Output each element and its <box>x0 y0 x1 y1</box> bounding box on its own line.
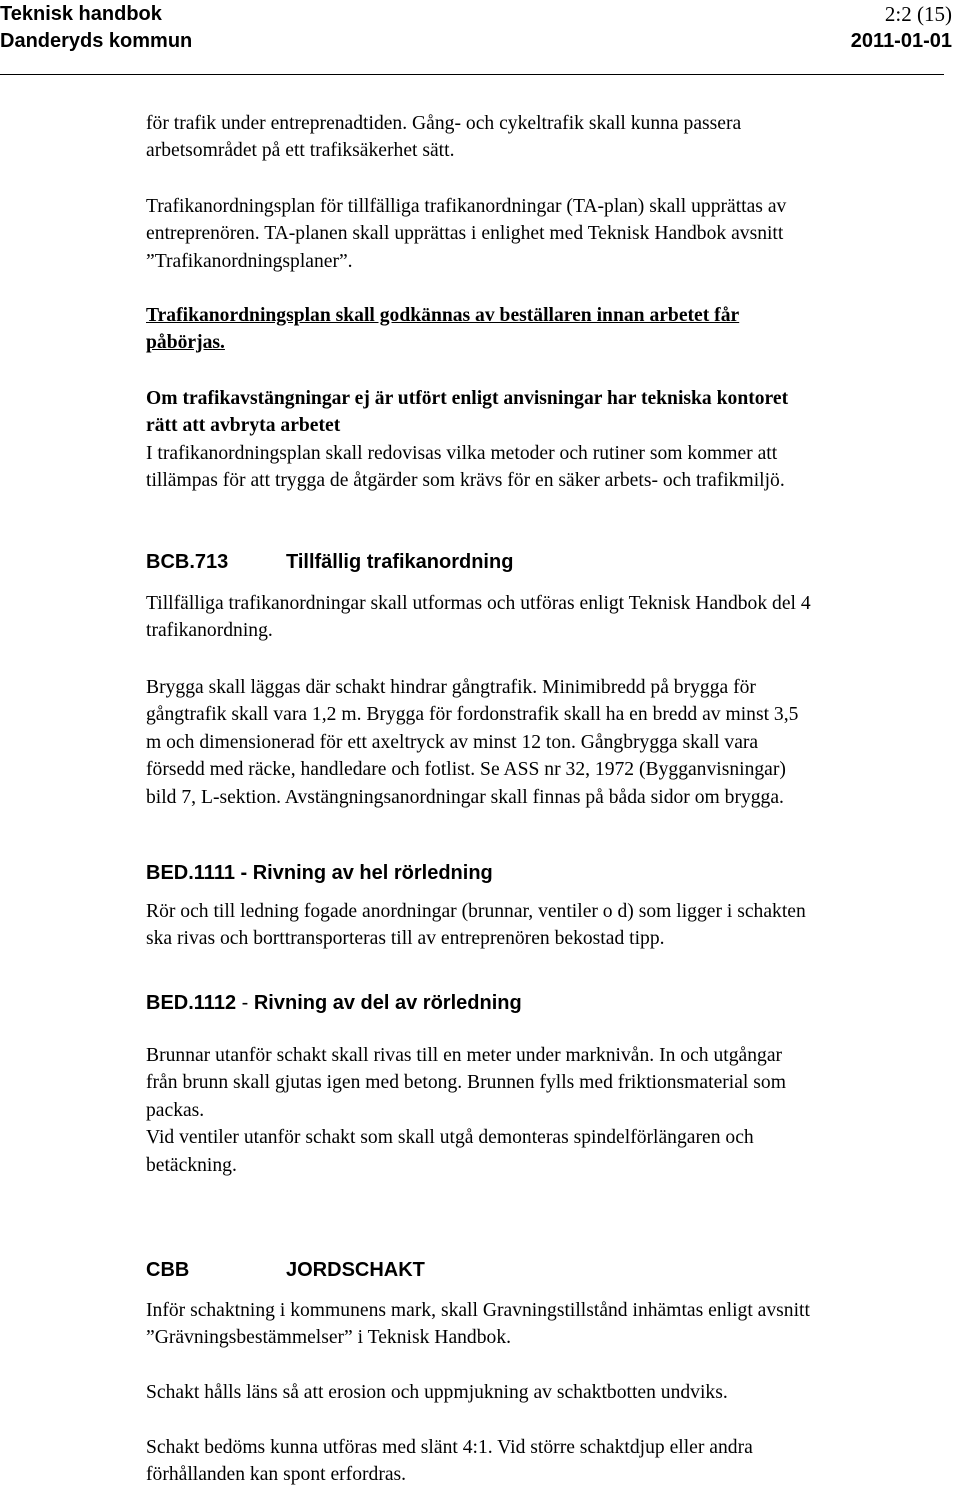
text-line: påbörjas. <box>146 332 225 354</box>
document-title: Teknisk handbok <box>0 3 162 25</box>
section-title: Rivning av del av rörledning <box>253 992 522 1014</box>
text-line-bold: Om trafikavstängningar ej är utfört enligt anvisningar har tekniska kontoret <box>146 388 789 409</box>
text-line: Vid ventiler utanför schakt som skall utgå demonteras spindelförlängaren och <box>146 1127 754 1149</box>
paragraph-partial-pipe-removal <box>146 1042 786 1179</box>
paragraph-traffic-during-contract <box>146 110 741 165</box>
paragraph-approval-notice <box>146 302 739 357</box>
paragraph-bridge-requirements <box>146 674 798 811</box>
text-line: ”Grävningsbestämmelser” i Teknisk Handbok. <box>146 1327 512 1349</box>
paragraph-excavation-permit <box>146 1297 810 1352</box>
section-heading-cbb <box>146 1258 425 1282</box>
page-header-row-1 <box>0 2 952 28</box>
paragraph-temporary-arrangements <box>146 590 811 645</box>
section-code: BCB.713 <box>146 551 229 573</box>
text-line: packas. <box>146 1099 205 1121</box>
text-line: Inför schaktning i kommunens mark, skall Gravningstillstånd inhämtas enligt avsnitt <box>146 1300 810 1321</box>
text-line: försedd med räcke, handledare och fotlist. Se ASS nr 32, 1972 (Bygganvisningar) <box>146 759 786 781</box>
text-line: förhållanden kan spont erfordras. <box>146 1464 407 1486</box>
section-title: BED.1111 - Rivning av hel rörledning <box>146 862 493 884</box>
page-header-row-2 <box>0 29 952 55</box>
text-line: Brygga skall läggas där schakt hindrar gångtrafik. Minimibredd på brygga för <box>146 677 756 698</box>
text-line: gångtrafik skall vara 1,2 m. Brygga för fordonstrafik skall ha en bredd av minst 3,5 <box>146 704 799 726</box>
text-line: Tillfälliga trafikanordningar skall utformas och utföras enligt Teknisk Handbok del 4 <box>146 593 811 614</box>
text-line: entreprenören. TA-planen skall upprättas i enlighet med Teknisk Handbok avsnitt <box>146 223 784 245</box>
text-line: tillämpas för att trygga de åtgärder som krävs för en säker arbets- och trafikmiljö. <box>146 470 785 492</box>
text-line: Rör och till ledning fogade anordningar (brunnar, ventiler o d) som ligger i schakten <box>146 901 806 922</box>
text-line: arbetsområdet på ett trafiksäkerhet sätt. <box>146 140 455 162</box>
page-number: 2:2 (15) <box>884 2 952 26</box>
paragraph-traffic-closures <box>146 385 788 495</box>
text-line: Brunnar utanför schakt skall rivas till en meter under marknivån. In och utgångar <box>146 1045 783 1066</box>
text-line: för trafik under entreprenadtiden. Gång- och cykeltrafik skall kunna passera <box>146 113 742 134</box>
section-heading-bed1112: BED.1112 - Rivning av del av rörledning <box>146 992 522 1014</box>
section-code: CBB <box>146 1259 190 1281</box>
text-line: I trafikanordningsplan skall redovisas vilka metoder och rutiner som kommer att <box>146 442 778 464</box>
organization-name: Danderyds kommun <box>0 30 193 52</box>
text-line: m och dimensionerad för ett axeltryck av minst 12 ton. Gångbrygga skall vara <box>146 731 759 753</box>
text-line: trafikanordning. <box>146 620 273 642</box>
header-rule <box>0 74 944 75</box>
section-code: BED.1112 <box>146 992 237 1014</box>
paragraph-full-pipe-removal <box>146 898 806 953</box>
section-heading-bcb713 <box>146 550 513 574</box>
paragraph-drainage <box>146 1379 728 1406</box>
text-line: bild 7, L-sektion. Avstängningsanordningar skall finnas på båda sidor om brygga. <box>146 786 784 808</box>
text-line: från brunn skall gjutas igen med betong. Brunnen fylls med friktionsmaterial som <box>146 1072 786 1094</box>
document-date: 2011-01-01 <box>850 30 952 52</box>
paragraph-ta-plan <box>146 193 786 275</box>
text-line: Trafikanordningsplan för tillfälliga trafikanordningar (TA-plan) skall upprättas av <box>146 196 787 217</box>
paragraph-slope <box>146 1434 753 1489</box>
text-line: Schakt hålls läns så att erosion och uppmjukning av schaktbotten undviks. <box>146 1382 728 1403</box>
section-heading-bed1111 <box>146 861 493 885</box>
text-line: Trafikanordningsplan skall godkännas av beställaren innan arbetet får <box>146 305 740 326</box>
text-line: ”Trafikanordningsplaner”. <box>146 250 353 272</box>
text-line: ska rivas och borttransporteras till av entreprenören bekostad tipp. <box>146 928 665 950</box>
text-line: betäckning. <box>146 1154 237 1176</box>
section-title: Tillfällig trafikanordning <box>286 551 514 573</box>
text-line: Schakt bedöms kunna utföras med slänt 4:1. Vid större schaktdjup eller andra <box>146 1437 753 1458</box>
section-title: JORDSCHAKT <box>286 1259 425 1281</box>
text-line-bold: rätt att avbryta arbetet <box>146 415 341 437</box>
